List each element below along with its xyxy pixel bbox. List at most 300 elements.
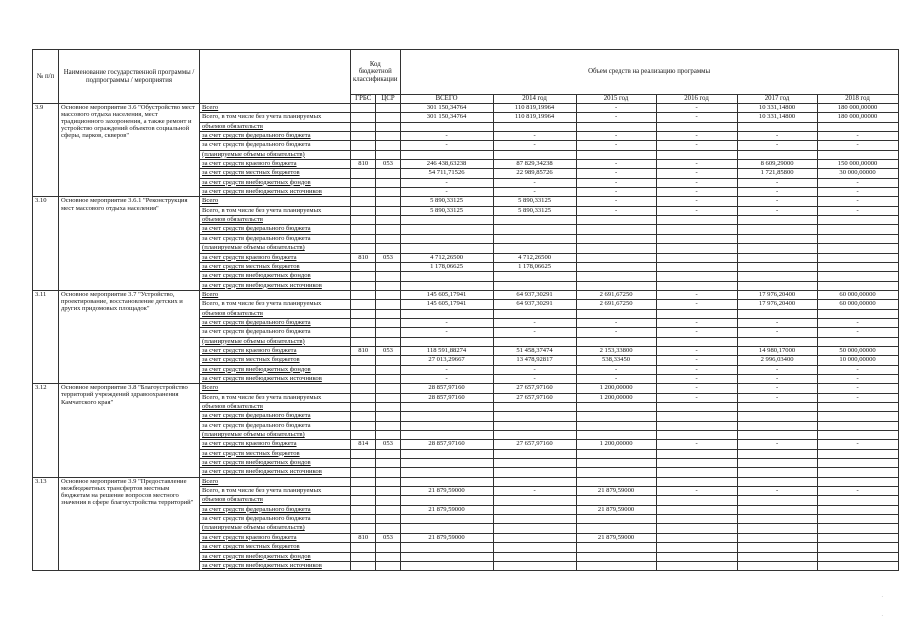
value-y2016: - xyxy=(656,197,737,206)
value-y2014 xyxy=(493,543,576,552)
value-total: - xyxy=(400,188,493,197)
header-grbs: ГРБС xyxy=(351,95,376,104)
funding-source-label: за счет средств местных бюджетов xyxy=(200,262,351,271)
value-total xyxy=(400,524,493,533)
value-y2014 xyxy=(493,552,576,561)
value-y2014: 4 712,26500 xyxy=(493,253,576,262)
value-y2018: - xyxy=(817,132,898,141)
value-total xyxy=(400,459,493,468)
funding-source-label: за счет средств федерального бюджета xyxy=(200,505,351,514)
value-y2017 xyxy=(737,533,817,542)
csr-code xyxy=(376,552,400,561)
value-total xyxy=(400,244,493,253)
value-y2018 xyxy=(817,244,898,253)
value-y2015: - xyxy=(576,318,656,327)
value-y2015: 1 200,00000 xyxy=(576,393,656,402)
value-y2017: 8 609,29000 xyxy=(737,160,817,169)
value-y2016 xyxy=(656,253,737,262)
funding-source-label: Всего xyxy=(200,197,351,206)
value-total: 246 438,63238 xyxy=(400,160,493,169)
csr-code xyxy=(376,150,400,159)
header-volume: Объем средств на реализацию программы xyxy=(400,50,898,95)
grbs-code: 810 xyxy=(351,253,376,262)
funding-source-label: за счет средств внебюджетных источников xyxy=(200,281,351,290)
value-y2016 xyxy=(656,431,737,440)
grbs-code xyxy=(351,113,376,122)
value-y2018 xyxy=(817,561,898,570)
table-row xyxy=(33,104,899,113)
value-y2018 xyxy=(817,403,898,412)
value-y2018: - xyxy=(817,365,898,374)
value-y2014 xyxy=(493,234,576,243)
value-y2018 xyxy=(817,543,898,552)
value-y2014: - xyxy=(493,188,576,197)
table-row xyxy=(33,477,899,486)
value-y2016 xyxy=(656,468,737,477)
funding-source-label: за счет средств федерального бюджета xyxy=(200,412,351,421)
value-y2016 xyxy=(656,543,737,552)
value-y2015 xyxy=(576,552,656,561)
value-y2018 xyxy=(817,421,898,430)
funding-source-label: Всего xyxy=(200,290,351,299)
funding-source-label: за счет средств федерального бюджета xyxy=(200,318,351,327)
value-y2016 xyxy=(656,122,737,131)
value-y2017 xyxy=(737,281,817,290)
value-y2016 xyxy=(656,403,737,412)
value-y2015: 1 200,00000 xyxy=(576,440,656,449)
value-y2015 xyxy=(576,421,656,430)
header-total: ВСЕГО xyxy=(400,95,493,104)
value-y2018 xyxy=(817,533,898,542)
value-y2016: - xyxy=(656,188,737,197)
value-total xyxy=(400,281,493,290)
funding-source-label: (планируемые объемы обязательств) xyxy=(200,524,351,533)
value-y2015: 21 879,59000 xyxy=(576,487,656,496)
value-y2017: - xyxy=(737,393,817,402)
csr-code: 053 xyxy=(376,160,400,169)
value-y2015 xyxy=(576,543,656,552)
value-y2015 xyxy=(576,403,656,412)
csr-code: 053 xyxy=(376,440,400,449)
csr-code xyxy=(376,524,400,533)
value-y2014 xyxy=(493,412,576,421)
funding-source-label: Всего, в том числе без учета планируемых xyxy=(200,487,351,496)
value-y2016 xyxy=(656,281,737,290)
value-y2017: 17 976,20400 xyxy=(737,300,817,309)
value-y2016 xyxy=(656,412,737,421)
value-total xyxy=(400,468,493,477)
grbs-code: 810 xyxy=(351,533,376,542)
csr-code xyxy=(376,234,400,243)
funding-source-label: за счет средств федерального бюджета xyxy=(200,225,351,234)
csr-code xyxy=(376,365,400,374)
value-y2018: 50 000,00000 xyxy=(817,346,898,355)
csr-code xyxy=(376,374,400,383)
csr-code xyxy=(376,141,400,150)
measure-name: Основное мероприятие 3.6.1 "Реконструкция мест массового отдыха населения" xyxy=(59,197,200,290)
value-y2014: 64 937,30291 xyxy=(493,300,576,309)
csr-code xyxy=(376,449,400,458)
value-total: 301 150,34764 xyxy=(400,113,493,122)
value-total xyxy=(400,543,493,552)
value-y2017: - xyxy=(737,440,817,449)
value-y2016 xyxy=(656,477,737,486)
value-y2014: - xyxy=(493,318,576,327)
value-total xyxy=(400,496,493,505)
value-y2018 xyxy=(817,262,898,271)
value-y2018 xyxy=(817,216,898,225)
value-y2014: 87 829,34238 xyxy=(493,160,576,169)
value-y2016: - xyxy=(656,328,737,337)
value-y2017: 1 721,85800 xyxy=(737,169,817,178)
value-y2014: 27 657,97160 xyxy=(493,393,576,402)
value-y2016: - xyxy=(656,374,737,383)
value-total: 118 591,88274 xyxy=(400,346,493,355)
value-y2016: - xyxy=(656,356,737,365)
csr-code xyxy=(376,104,400,113)
value-y2016 xyxy=(656,505,737,514)
funding-source-label: за счет средств федерального бюджета xyxy=(200,328,351,337)
csr-code xyxy=(376,543,400,552)
value-y2014: - xyxy=(493,178,576,187)
value-y2018 xyxy=(817,412,898,421)
value-y2014: 13 478,92817 xyxy=(493,356,576,365)
value-y2018 xyxy=(817,150,898,159)
value-y2014 xyxy=(493,244,576,253)
value-y2018 xyxy=(817,253,898,262)
value-y2018 xyxy=(817,281,898,290)
value-y2017 xyxy=(737,505,817,514)
value-y2016: - xyxy=(656,206,737,215)
value-y2017: 10 331,14800 xyxy=(737,104,817,113)
grbs-code: 810 xyxy=(351,160,376,169)
grbs-code xyxy=(351,290,376,299)
value-y2016: - xyxy=(656,365,737,374)
value-total: 54 711,71526 xyxy=(400,169,493,178)
value-y2017 xyxy=(737,244,817,253)
value-y2015 xyxy=(576,216,656,225)
measure-name: Основное мероприятие 3.7 "Устройство, проектирование, восстановление детских и других придомовых площадок" xyxy=(59,290,200,383)
measure-name: Основное мероприятие 3.8 "Благоустройство территорий учреждений здравоохранения Камчатского края" xyxy=(59,384,200,477)
value-y2018 xyxy=(817,552,898,561)
csr-code xyxy=(376,113,400,122)
value-total xyxy=(400,216,493,225)
value-total xyxy=(400,225,493,234)
csr-code xyxy=(376,468,400,477)
funding-source-label: Всего xyxy=(200,477,351,486)
value-y2017 xyxy=(737,459,817,468)
funding-source-label: объемов обязательств xyxy=(200,122,351,131)
value-y2014: - xyxy=(493,487,576,496)
value-y2015 xyxy=(576,272,656,281)
value-total xyxy=(400,515,493,524)
value-y2015 xyxy=(576,561,656,570)
grbs-code xyxy=(351,477,376,486)
value-y2015 xyxy=(576,244,656,253)
header-2018: 2018 год xyxy=(817,95,898,104)
value-y2018: - xyxy=(817,384,898,393)
value-y2015: - xyxy=(576,104,656,113)
value-y2017: - xyxy=(737,487,817,496)
grbs-code xyxy=(351,150,376,159)
value-y2017 xyxy=(737,524,817,533)
value-total: 145 605,17941 xyxy=(400,300,493,309)
funding-source-label: Всего, в том числе без учета планируемых xyxy=(200,206,351,215)
csr-code xyxy=(376,169,400,178)
value-y2016 xyxy=(656,216,737,225)
funding-source-label: за счет средств внебюджетных источников xyxy=(200,468,351,477)
grbs-code xyxy=(351,122,376,131)
value-y2016 xyxy=(656,561,737,570)
value-y2017 xyxy=(737,272,817,281)
value-y2017 xyxy=(737,543,817,552)
header-2014: 2014 год xyxy=(493,95,576,104)
value-y2014: 27 657,97160 xyxy=(493,384,576,393)
value-y2014 xyxy=(493,421,576,430)
value-y2015: - xyxy=(576,328,656,337)
value-y2017 xyxy=(737,122,817,131)
value-y2018 xyxy=(817,496,898,505)
csr-code xyxy=(376,281,400,290)
grbs-code xyxy=(351,206,376,215)
value-y2015 xyxy=(576,477,656,486)
value-y2018: 10 000,00000 xyxy=(817,356,898,365)
funding-source-label: объемов обязательств xyxy=(200,496,351,505)
value-y2018: - xyxy=(817,374,898,383)
value-y2017 xyxy=(737,468,817,477)
value-y2016: - xyxy=(656,104,737,113)
value-y2015: - xyxy=(576,206,656,215)
value-y2017 xyxy=(737,477,817,486)
value-y2014 xyxy=(493,477,576,486)
grbs-code xyxy=(351,300,376,309)
funding-source-label: Всего, в том числе без учета планируемых xyxy=(200,393,351,402)
value-total xyxy=(400,309,493,318)
funding-source-label: за счет средств внебюджетных источников xyxy=(200,561,351,570)
funding-source-label: за счет средств местных бюджетов xyxy=(200,356,351,365)
value-y2015 xyxy=(576,253,656,262)
value-y2014 xyxy=(493,561,576,570)
value-y2017 xyxy=(737,253,817,262)
value-y2018: - xyxy=(817,178,898,187)
csr-code xyxy=(376,188,400,197)
value-total: 4 712,26500 xyxy=(400,253,493,262)
value-y2016 xyxy=(656,337,737,346)
value-y2014 xyxy=(493,281,576,290)
value-y2018 xyxy=(817,449,898,458)
grbs-code xyxy=(351,515,376,524)
value-y2015: - xyxy=(576,169,656,178)
value-total xyxy=(400,552,493,561)
value-y2016: - xyxy=(656,318,737,327)
value-y2016 xyxy=(656,524,737,533)
grbs-code xyxy=(351,543,376,552)
value-y2018: - xyxy=(817,440,898,449)
funding-source-label: за счет средств местных бюджетов xyxy=(200,169,351,178)
funding-source-label: за счет средств внебюджетных фондов xyxy=(200,365,351,374)
value-y2017 xyxy=(737,431,817,440)
value-total: - xyxy=(400,141,493,150)
value-y2018: 180 000,00000 xyxy=(817,104,898,113)
value-y2014 xyxy=(493,515,576,524)
row-number: 3.9 xyxy=(33,104,59,197)
value-y2015 xyxy=(576,459,656,468)
value-y2015 xyxy=(576,496,656,505)
csr-code xyxy=(376,421,400,430)
grbs-code xyxy=(351,262,376,271)
table-row xyxy=(33,197,899,206)
value-total: 28 857,97160 xyxy=(400,384,493,393)
value-y2018: - xyxy=(817,141,898,150)
value-y2018: - xyxy=(817,487,898,496)
value-y2016 xyxy=(656,309,737,318)
funding-source-label: за счет средств краевого бюджета xyxy=(200,346,351,355)
value-y2016: - xyxy=(656,132,737,141)
header-blank xyxy=(200,50,351,104)
value-y2017: 2 996,03400 xyxy=(737,356,817,365)
funding-source-label: Всего xyxy=(200,104,351,113)
value-y2018: 150 000,00000 xyxy=(817,160,898,169)
value-y2016: - xyxy=(656,440,737,449)
value-y2017: - xyxy=(737,206,817,215)
value-y2015 xyxy=(576,262,656,271)
value-y2017 xyxy=(737,150,817,159)
value-total xyxy=(400,477,493,486)
grbs-code xyxy=(351,197,376,206)
value-total: - xyxy=(400,132,493,141)
funding-source-label: за счет средств краевого бюджета xyxy=(200,253,351,262)
value-y2018: - xyxy=(817,188,898,197)
value-y2018 xyxy=(817,477,898,486)
value-total: 5 890,33125 xyxy=(400,206,493,215)
value-y2015: 2 153,33800 xyxy=(576,346,656,355)
value-y2017 xyxy=(737,412,817,421)
value-y2016 xyxy=(656,421,737,430)
header-code: Код бюджетной классификации xyxy=(351,50,401,95)
value-y2015: - xyxy=(576,160,656,169)
value-total: - xyxy=(400,365,493,374)
funding-source-label: за счет средств внебюджетных фондов xyxy=(200,552,351,561)
funding-source-label: за счет средств федерального бюджета xyxy=(200,515,351,524)
funding-source-label: Всего xyxy=(200,384,351,393)
value-y2016 xyxy=(656,225,737,234)
value-y2016 xyxy=(656,533,737,542)
csr-code xyxy=(376,262,400,271)
csr-code xyxy=(376,225,400,234)
value-total: - xyxy=(400,328,493,337)
value-total: 301 150,34764 xyxy=(400,104,493,113)
grbs-code xyxy=(351,524,376,533)
funding-source-label: за счет средств краевого бюджета xyxy=(200,533,351,542)
funding-source-label: за счет средств местных бюджетов xyxy=(200,543,351,552)
value-total xyxy=(400,412,493,421)
header-2016: 2016 год xyxy=(656,95,737,104)
value-y2017 xyxy=(737,403,817,412)
csr-code xyxy=(376,290,400,299)
grbs-code xyxy=(351,234,376,243)
value-y2018: 30 000,00000 xyxy=(817,169,898,178)
value-y2015: - xyxy=(576,132,656,141)
value-y2015 xyxy=(576,225,656,234)
funding-source-label: Всего, в том числе без учета планируемых xyxy=(200,113,351,122)
value-y2015 xyxy=(576,449,656,458)
value-y2014: - xyxy=(493,365,576,374)
value-y2017: - xyxy=(737,132,817,141)
csr-code xyxy=(376,412,400,421)
grbs-code xyxy=(351,459,376,468)
value-y2015 xyxy=(576,150,656,159)
header-2015: 2015 год xyxy=(576,95,656,104)
csr-code xyxy=(376,178,400,187)
csr-code xyxy=(376,309,400,318)
value-y2018: - xyxy=(817,328,898,337)
grbs-code xyxy=(351,496,376,505)
value-y2015 xyxy=(576,122,656,131)
value-y2015: - xyxy=(576,188,656,197)
value-total: 21 879,59000 xyxy=(400,505,493,514)
value-y2016: - xyxy=(656,300,737,309)
value-y2017 xyxy=(737,225,817,234)
csr-code xyxy=(376,487,400,496)
row-number: 3.11 xyxy=(33,290,59,383)
value-y2014: 5 890,33125 xyxy=(493,206,576,215)
value-y2018: 60 000,00000 xyxy=(817,300,898,309)
value-y2014 xyxy=(493,431,576,440)
csr-code: 053 xyxy=(376,253,400,262)
value-total xyxy=(400,150,493,159)
value-y2018: 60 000,00000 xyxy=(817,290,898,299)
value-y2014 xyxy=(493,122,576,131)
header-csr: ЦСР xyxy=(376,95,400,104)
value-y2016: - xyxy=(656,141,737,150)
value-y2014 xyxy=(493,225,576,234)
value-y2017: - xyxy=(737,328,817,337)
value-total xyxy=(400,561,493,570)
value-total xyxy=(400,421,493,430)
table-row xyxy=(33,290,899,299)
grbs-code xyxy=(351,178,376,187)
value-y2017 xyxy=(737,561,817,570)
header-2017: 2017 год xyxy=(737,95,817,104)
value-total: 21 879,59000 xyxy=(400,487,493,496)
value-y2014: - xyxy=(493,328,576,337)
value-y2014: - xyxy=(493,132,576,141)
csr-code xyxy=(376,356,400,365)
value-total: 21 879,59000 xyxy=(400,533,493,542)
funding-source-label: объемов обязательств xyxy=(200,309,351,318)
value-y2016 xyxy=(656,234,737,243)
value-y2014: 110 819,19964 xyxy=(493,113,576,122)
value-y2017 xyxy=(737,449,817,458)
funding-source-label: Всего, в том числе без учета планируемых xyxy=(200,300,351,309)
value-y2014 xyxy=(493,533,576,542)
value-y2018 xyxy=(817,459,898,468)
funding-source-label: за счет средств внебюджетных фондов xyxy=(200,272,351,281)
grbs-code xyxy=(351,141,376,150)
value-y2016: - xyxy=(656,178,737,187)
grbs-code xyxy=(351,104,376,113)
value-y2018 xyxy=(817,515,898,524)
grbs-code xyxy=(351,356,376,365)
value-y2014 xyxy=(493,524,576,533)
value-y2015: - xyxy=(576,113,656,122)
grbs-code xyxy=(351,216,376,225)
grbs-code xyxy=(351,393,376,402)
value-y2016: - xyxy=(656,290,737,299)
value-y2015 xyxy=(576,412,656,421)
funding-source-label: за счет средств внебюджетных источников xyxy=(200,374,351,383)
funding-source-label: за счет средств внебюджетных источников xyxy=(200,188,351,197)
